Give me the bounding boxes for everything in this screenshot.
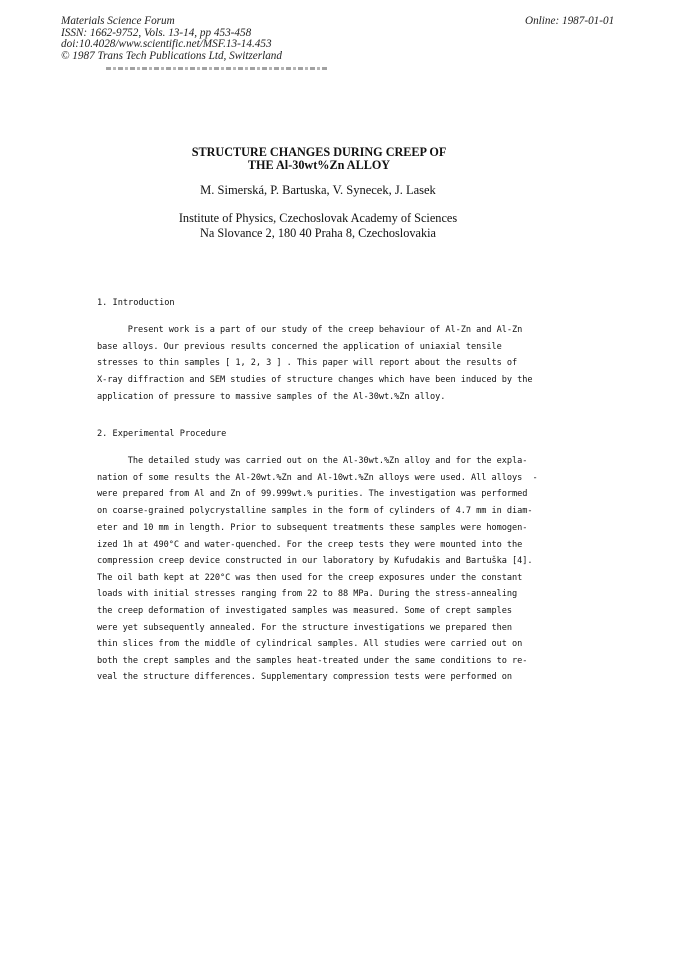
body-line: Present work is a part of our study of the creep behaviour of Al-Zn and Al-Zn [97,325,523,335]
title-line-2: THE Al-30wt%Zn ALLOY [247,158,391,172]
online-date: Online: 1987-01-01 [525,15,615,27]
section-heading-introduction: 1. Introduction [97,298,175,308]
doi-line: doi:10.4028/www.scientific.net/MSF.13-14.453 [61,38,272,50]
body-line: loads with initial stresses ranging from 22 to 88 MPa. During the stress-annealing [97,589,518,599]
authors: M. Simerská, P. Bartuska, V. Synecek, J. Lasek [200,183,436,197]
body-line: eter and 10 mm in length. Prior to subsequent treatments these samples were homogen- [97,523,528,533]
clipped-copyright-strip [106,67,328,70]
body-line: the creep deformation of investigated samples was measured. Some of crept samples [97,606,513,616]
body-line: ized 1h at 490°C and water-quenched. For the creep tests they were mounted into the [97,540,523,550]
body-line: stresses to thin samples [ 1, 2, 3 ] . This paper will report about the results of [97,358,518,368]
issn-line: ISSN: 1662-9752, Vols. 13-14, pp 453-458 [61,26,252,39]
section-heading-experimental: 2. Experimental Procedure [97,429,227,439]
body-line: application of pressure to massive samples of the Al-30wt.%Zn alloy. [97,392,446,402]
title-line-1: STRUCTURE CHANGES DURING CREEP OF [191,145,447,159]
journal-name: Materials Science Forum [61,15,175,27]
body-line: thin slices from the middle of cylindrical samples. All studies were carried out on [97,639,523,649]
body-line: base alloys. Our previous results concerned the application of uniaxial tensile [97,342,502,352]
affiliation [0,211,678,240]
body-line: were yet subsequently annealed. For the structure investigations we prepared then [97,623,513,633]
publication-metadata [61,16,282,62]
affiliation-line-1: Institute of Physics, Czechoslovak Academy of Sciences [178,211,458,225]
copyright-line: © 1987 Trans Tech Publications Ltd, Switzerland [61,49,282,62]
body-line: compression creep device constructed in our laboratory by Kufudakis and Bartuška [4]. [97,556,533,566]
affiliation-line-2: Na Slovance 2, 180 40 Praha 8, Czechoslovakia [200,225,436,240]
body-line: both the crept samples and the samples heat-treated under the same conditions to re- [97,656,528,666]
author-list [0,183,678,198]
paper-title [0,146,678,172]
body-line: The detailed study was carried out on the Al-30wt.%Zn alloy and for the expla- [97,456,528,466]
body-line: on coarse-grained polycrystalline samples in the form of cylinders of 4.7 mm in diam- [97,506,533,516]
body-line: The oil bath kept at 220°C was then used for the creep exposures under the constant [97,573,523,583]
body-line: were prepared from Al and Zn of 99.999wt.% purities. The investigation was performed [97,489,528,499]
body-line: nation of some results the Al-20wt.%Zn and Al-10wt.%Zn alloys were used. All alloys - [97,473,538,483]
body-line: veal the structure differences. Supplementary compression tests were performed on [97,672,513,682]
body-line: X-ray diffraction and SEM studies of structure changes which have been induced by the [97,375,533,385]
